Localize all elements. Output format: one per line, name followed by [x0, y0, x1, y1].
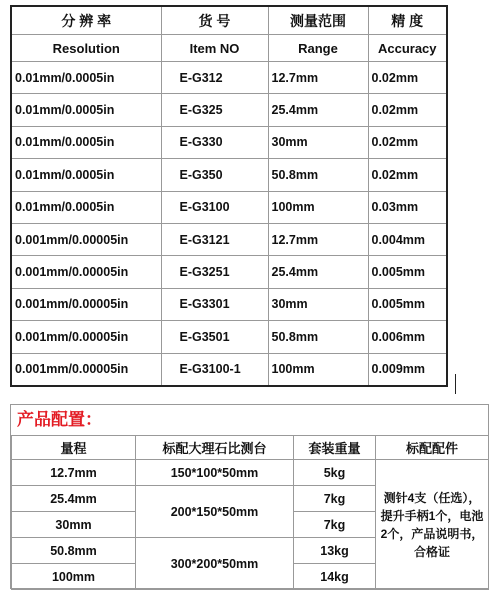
- table-row: [11, 353, 447, 386]
- cell-range: 25.4mm: [12, 486, 136, 512]
- cell-range: 100mm: [268, 353, 368, 386]
- cell-resolution: 0.001mm/0.00005in: [11, 353, 161, 386]
- header-resolution: Resolution: [11, 35, 161, 62]
- cell-weight: 7kg: [294, 486, 376, 512]
- cell-item-no: E-G3100: [161, 191, 268, 223]
- cell-accuracy: 0.005mm: [368, 288, 447, 320]
- cell-accuracy: 0.03mm: [368, 191, 447, 223]
- header-accuracy: Accuracy: [368, 35, 447, 62]
- cell-stand: 150*100*50mm: [136, 460, 294, 486]
- cell-weight: 14kg: [294, 564, 376, 590]
- cell-accessories: 测针4支（任选），提升手柄1个，电池2个，产品说明书，合格证: [376, 460, 489, 590]
- table-row: [11, 288, 447, 320]
- cell-item-no: E-G3251: [161, 256, 268, 288]
- cell-resolution: 0.01mm/0.0005in: [11, 94, 161, 126]
- cell-range: 25.4mm: [268, 94, 368, 126]
- cell-range: 30mm: [268, 288, 368, 320]
- cell-resolution: 0.001mm/0.00005in: [11, 223, 161, 255]
- cell-accuracy: 0.004mm: [368, 223, 447, 255]
- cell-item-no: E-G3100-1: [161, 353, 268, 386]
- table-row: [11, 223, 447, 255]
- cell-resolution: 0.01mm/0.0005in: [11, 191, 161, 223]
- header-range-zh: 测量范围: [268, 6, 368, 35]
- cell-range: 12.7mm: [268, 62, 368, 94]
- cell-range: 50.8mm: [268, 159, 368, 191]
- cell-accuracy: 0.02mm: [368, 94, 447, 126]
- cell-weight: 7kg: [294, 512, 376, 538]
- cell-resolution: 0.001mm/0.00005in: [11, 321, 161, 353]
- cell-accuracy: 0.02mm: [368, 62, 447, 94]
- cell-range: 30mm: [12, 512, 136, 538]
- spec-header-en: [11, 35, 447, 62]
- spec-table: [10, 5, 448, 387]
- cell-range: 100mm: [268, 191, 368, 223]
- cell-accuracy: 0.006mm: [368, 321, 447, 353]
- config-table: [11, 435, 489, 590]
- cell-range: 12.7mm: [268, 223, 368, 255]
- table-row: [11, 256, 447, 288]
- table-row: [11, 94, 447, 126]
- cell-range: 50.8mm: [268, 321, 368, 353]
- cell-weight: 5kg: [294, 460, 376, 486]
- cell-accuracy: 0.005mm: [368, 256, 447, 288]
- header-item-no-zh: 货 号: [161, 6, 268, 35]
- cell-resolution: 0.01mm/0.0005in: [11, 159, 161, 191]
- table-row: [11, 62, 447, 94]
- spec-header-zh: [11, 6, 447, 35]
- cell-stand: 200*150*50mm: [136, 486, 294, 538]
- cell-accuracy: 0.02mm: [368, 159, 447, 191]
- cell-item-no: E-G3121: [161, 223, 268, 255]
- cell-range: 30mm: [268, 126, 368, 158]
- cell-accuracy: 0.009mm: [368, 353, 447, 386]
- cell-resolution: 0.01mm/0.0005in: [11, 62, 161, 94]
- header-accuracy-zh: 精 度: [368, 6, 447, 35]
- cell-resolution: 0.001mm/0.00005in: [11, 288, 161, 320]
- cell-item-no: E-G330: [161, 126, 268, 158]
- header-weight: 套装重量: [294, 436, 376, 460]
- cell-weight: 13kg: [294, 538, 376, 564]
- header-range-zh: 量程: [12, 436, 136, 460]
- cell-resolution: 0.001mm/0.00005in: [11, 256, 161, 288]
- cell-resolution: 0.01mm/0.0005in: [11, 126, 161, 158]
- table-row: [11, 159, 447, 191]
- cell-item-no: E-G325: [161, 94, 268, 126]
- config-title: 产品配置：: [17, 410, 102, 429]
- cell-range: 50.8mm: [12, 538, 136, 564]
- header-item-no: Item NO: [161, 35, 268, 62]
- header-resolution-zh: 分 辨 率: [11, 6, 161, 35]
- config-section: [10, 404, 489, 589]
- header-accessories: 标配配件: [376, 436, 489, 460]
- table-row: [12, 460, 489, 486]
- table-row: [11, 126, 447, 158]
- config-header-row: [12, 436, 489, 460]
- header-range: Range: [268, 35, 368, 62]
- cell-range: 25.4mm: [268, 256, 368, 288]
- cell-range: 100mm: [12, 564, 136, 590]
- cell-item-no: E-G312: [161, 62, 268, 94]
- cell-stand: 300*200*50mm: [136, 538, 294, 590]
- cell-range: 12.7mm: [12, 460, 136, 486]
- cell-item-no: E-G3301: [161, 288, 268, 320]
- cell-item-no: E-G3501: [161, 321, 268, 353]
- cell-item-no: E-G350: [161, 159, 268, 191]
- text-cursor: [455, 374, 456, 394]
- header-stand: 标配大理石比测台: [136, 436, 294, 460]
- cell-accuracy: 0.02mm: [368, 126, 447, 158]
- table-row: [11, 321, 447, 353]
- table-row: [11, 191, 447, 223]
